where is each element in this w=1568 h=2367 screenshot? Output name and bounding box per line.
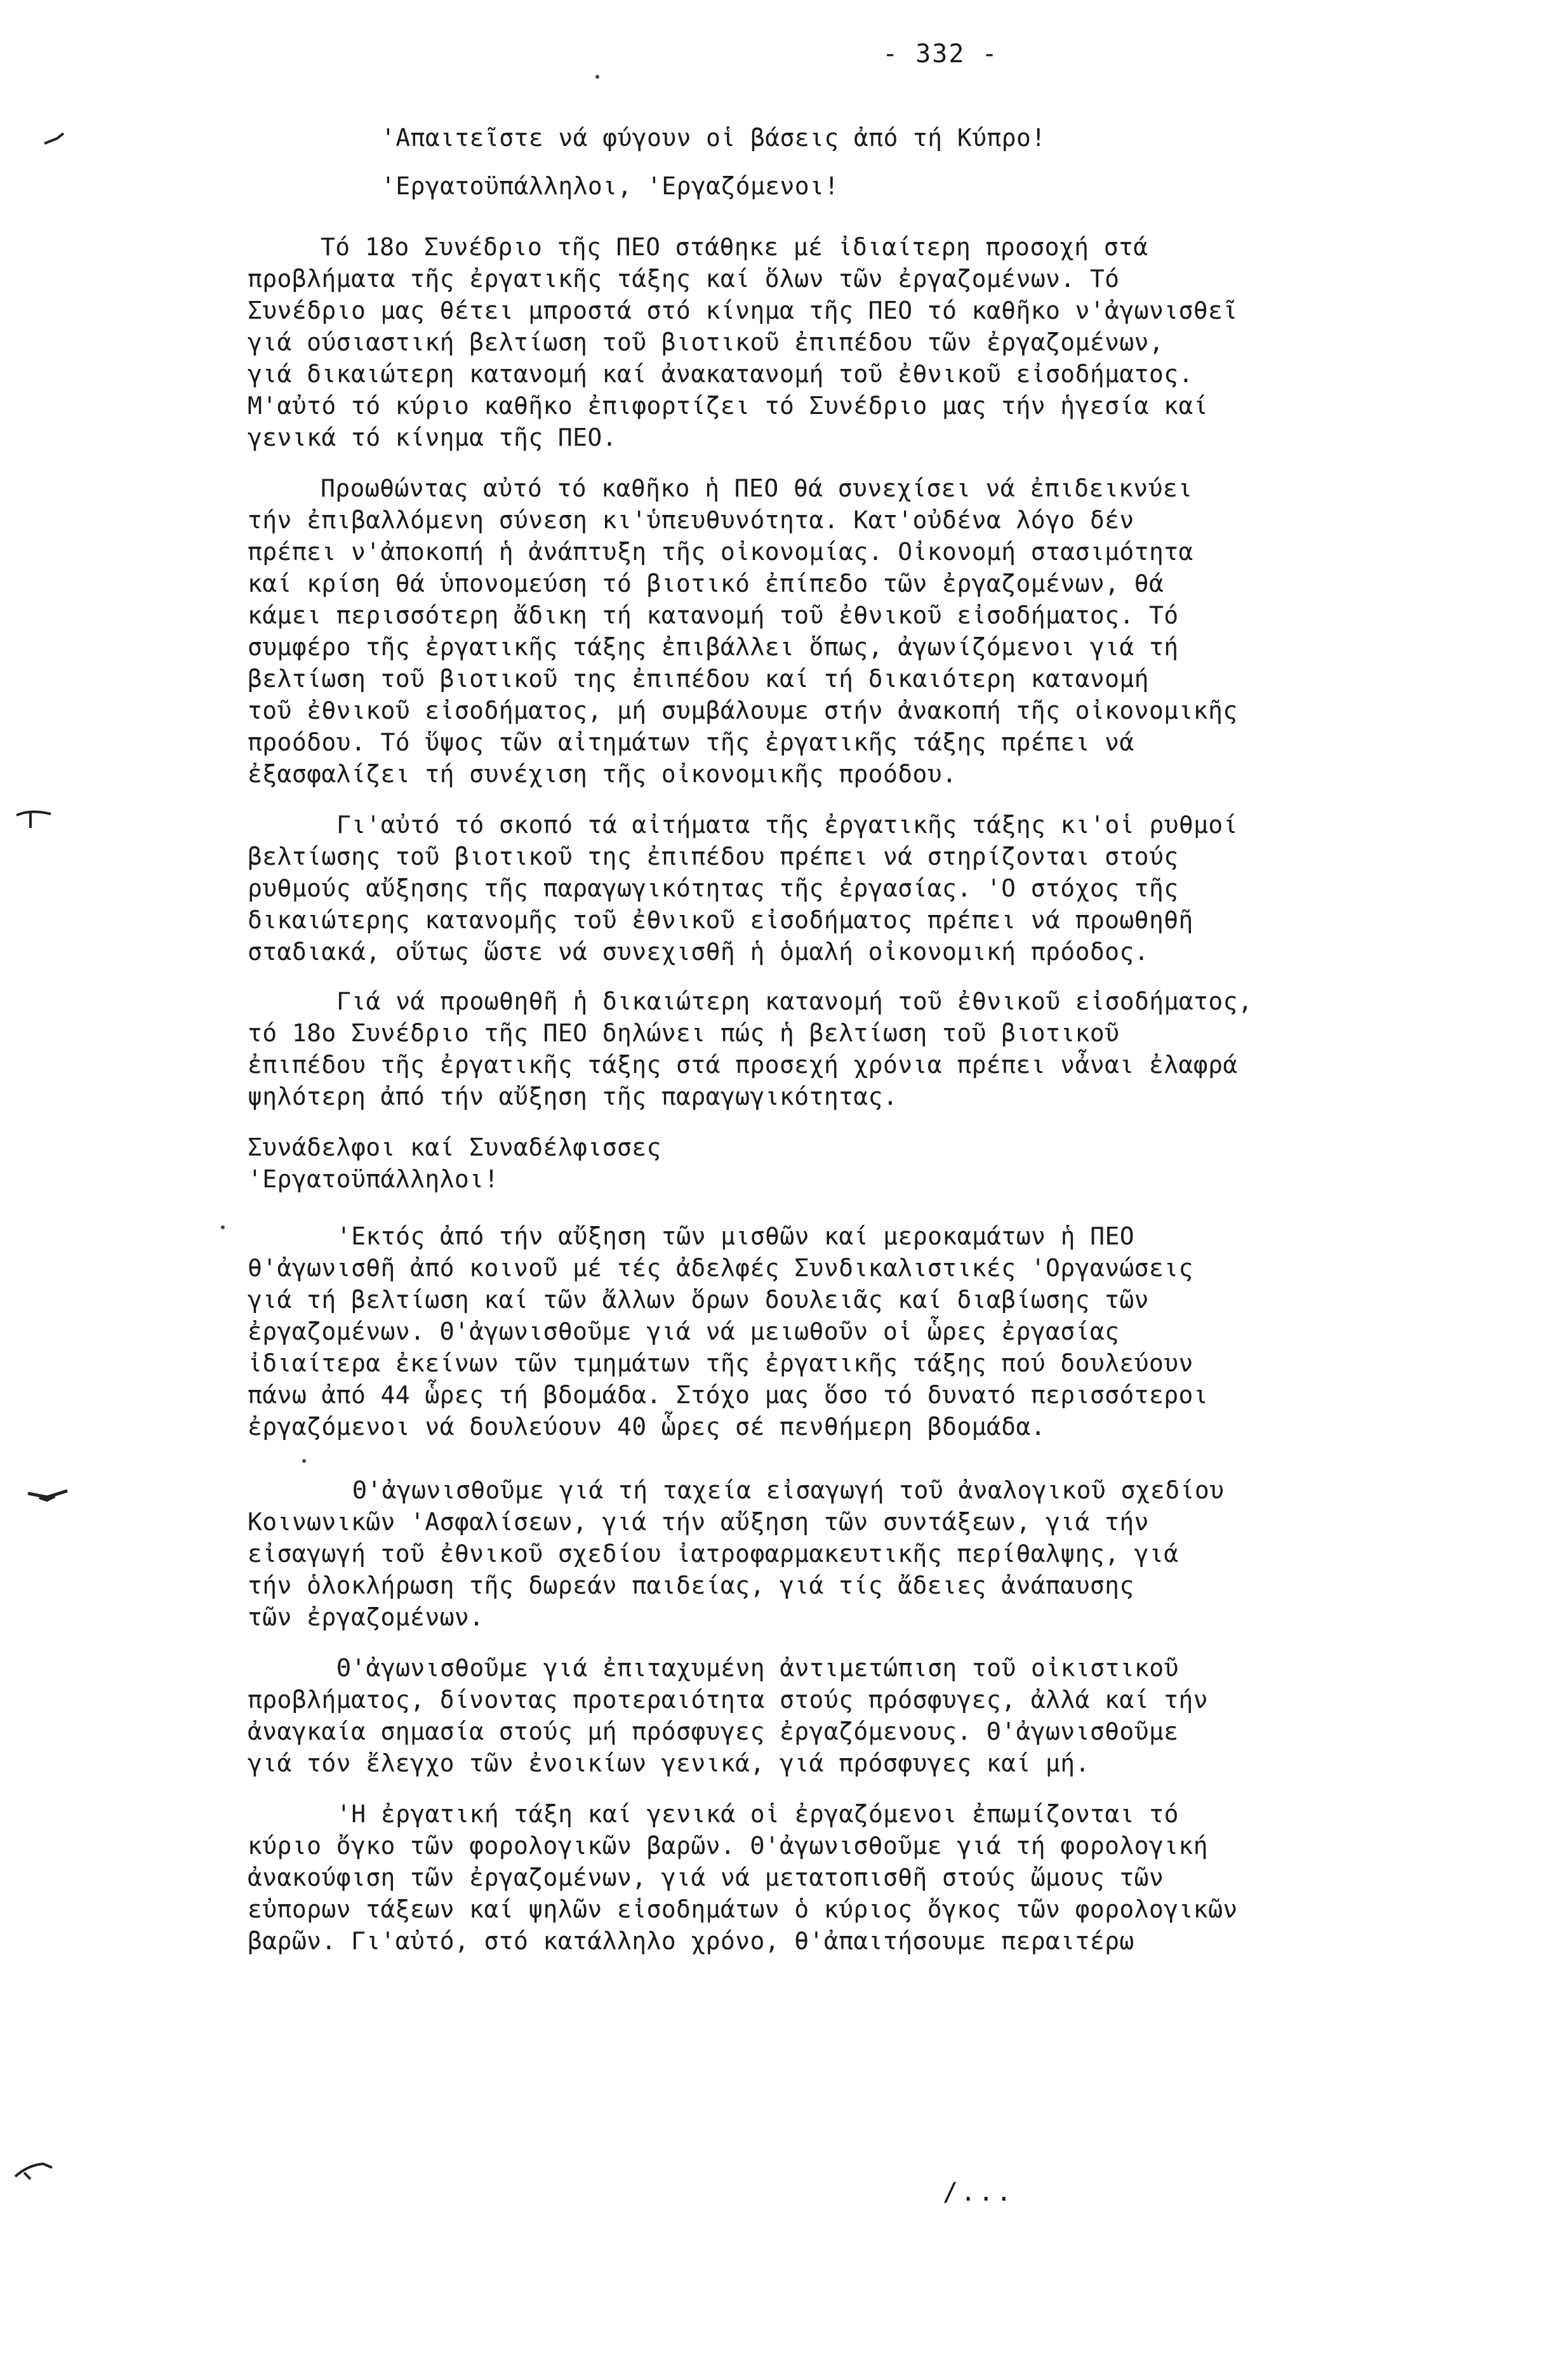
- page-number: - 332 -: [882, 39, 999, 69]
- slogan-line: 'Απαιτεῖστε νά φύγουν οἱ βάσεις ἀπό τή Κύπρο!: [381, 124, 1046, 152]
- paragraph-6-line: θ'ἀγωνισθῆ ἀπό κοινοῦ μέ τές ἀδελφές Συνδικαλιστικές 'Οργανώσεις: [248, 1254, 1193, 1282]
- paragraph-8-line: Θ'ἀγωνισθοῦμε γιά ἐπιταχυμένη ἀντιμετώπιση τοῦ οἰκιστικοῦ: [336, 1654, 1179, 1682]
- margin-tick-mark-icon: [11, 805, 56, 837]
- margin-pen-mark-icon: [38, 119, 83, 151]
- paragraph-3-line: βελτίωσης τοῦ βιοτικοῦ της ἐπιπέδου πρέπει νά στηρίζονται στούς: [248, 843, 1179, 870]
- margin-arrow-mark-icon: [25, 1481, 70, 1512]
- paragraph-6-line: ἰδιαίτερα ἐκείνων τῶν τμημάτων τῆς ἐργατικῆς τάξης πού δουλεύουν: [248, 1349, 1193, 1377]
- paragraph-2-line: συμφέρο τῆς ἐργατικῆς τάξης ἐπιβάλλει ὅπως, ἀγωνίζόμενοι γιά τή: [248, 633, 1179, 661]
- paragraph-7-line: Κοινωνικῶν 'Ασφαλίσεων, γιά τήν αὔξηση τῶν συντάξεων, γιά τήν: [248, 1508, 1149, 1536]
- paragraph-6-line: πάνω ἀπό 44 ὧρες τή βδομάδα. Στόχο μας ὅσο τό δυνατό περισσότεροι: [248, 1381, 1209, 1409]
- paragraph-8-line: γιά τόν ἔλεγχο τῶν ἐνοικίων γενικά, γιά πρόσφυγες καί μή.: [248, 1749, 1090, 1777]
- paragraph-1-line: Μ'αὐτό τό κύριο καθῆκο ἐπιφορτίζει τό Συνέδριο μας τήν ἡγεσία καί: [248, 392, 1209, 420]
- paragraph-7-line: τῶν ἐργαζομένων.: [248, 1603, 484, 1631]
- paragraph-6-line: 'Εκτός ἀπό τήν αὔξηση τῶν μισθῶν καί μεροκαμάτων ἡ ΠΕΟ: [336, 1222, 1135, 1250]
- paragraph-4-line: τό 18ο Συνέδριο τῆς ΠΕΟ δηλώνει πώς ἡ βελτίωση τοῦ βιοτικοῦ: [248, 1019, 1120, 1047]
- paragraph-1-line: προβλήματα τῆς ἐργατικῆς τάξης καί ὅλων τῶν ἐργαζομένων. Τό: [248, 265, 1120, 293]
- paragraph-1-line: γενικά τό κίνημα τῆς ΠΕΟ.: [248, 423, 617, 451]
- paragraph-3-line: Γι'αὐτό τό σκοπό τά αἰτήματα τῆς ἐργατικῆς τάξης κι'οἱ ρυθμοί: [336, 811, 1238, 839]
- paragraph-4-line: ἐπιπέδου τῆς ἐργατικῆς τάξης στά προσεχή χρόνια πρέπει νἆναι ἐλαφρά: [248, 1051, 1238, 1079]
- paragraph-8-line: ἀναγκαία σημασία στούς μή πρόσφυγες ἐργαζόμενους. Θ'ἀγωνισθοῦμε: [248, 1717, 1179, 1745]
- paragraph-2-line: βελτίωση τοῦ βιοτικοῦ της ἐπιπέδου καί τή δικαιότερη κατανομή: [248, 665, 1149, 693]
- paragraph-7-line: Θ'ἀγωνισθοῦμε γιά τή ταχεία εἰσαγωγή τοῦ ἀναλογικοῦ σχεδίου: [352, 1476, 1225, 1504]
- paragraph-2-line: προόδου. Τό ὕψος τῶν αἰτημάτων τῆς ἐργατικῆς τάξης πρέπει νά: [248, 728, 1134, 756]
- continuation-mark: /...: [943, 2178, 1014, 2207]
- paragraph-9-line: βαρῶν. Γι'αὐτό, στό κατάλληλο χρόνο, θ'ἀπαιτήσουμε περαιτέρω: [248, 1927, 1134, 1955]
- paragraph-1-line: γιά δικαιώτερη κατανομή καί ἀνακατανομή τοῦ ἐθνικοῦ εἰσοδήματος.: [248, 360, 1193, 388]
- paragraph-1-line: Συνέδριο μας θέτει μπροστά στό κίνημα τῆς ΠΕΟ τό καθῆκο ν'ἀγωνισθεῖ: [248, 297, 1238, 324]
- paragraph-3-line: ρυθμούς αὔξησης τῆς παραγωγικότητας τῆς ἐργασίας. 'Ο στόχος τῆς: [248, 874, 1179, 902]
- paragraph-1-line: Τό 18ο Συνέδριο τῆς ΠΕΟ στάθηκε μέ ἰδιαίτερη προσοχή στά: [321, 233, 1148, 261]
- paragraph-8-line: προβλήματος, δίνοντας προτεραιότητα στούς πρόσφυγες, ἀλλά καί τήν: [248, 1686, 1209, 1714]
- paragraph-1-line: γιά ούσιαστική βελτίωση τοῦ βιοτικοῦ ἐπιπέδου τῶν ἐργαζομένων,: [248, 328, 1164, 356]
- salutation-line: 'Εργατοϋπάλληλοι!: [248, 1165, 499, 1193]
- paragraph-2-line: ἐξασφαλίζει τή συνέχιση τῆς οἰκονομικῆς προόδου.: [248, 760, 957, 788]
- paragraph-6-line: ἐργαζομένων. Θ'ἀγωνισθοῦμε γιά νά μειωθοῦν οἱ ὧρες ἐργασίας: [248, 1317, 1120, 1345]
- ink-dot: [302, 1459, 306, 1463]
- margin-tick-mark-icon: [11, 2154, 56, 2185]
- slogan-line: 'Εργατοϋπάλληλοι, 'Εργαζόμενοι!: [381, 172, 839, 200]
- paragraph-3-line: δικαιώτερης κατανομῆς τοῦ ἐθνικοῦ εἰσοδήματος πρέπει νά προωθηθῆ: [248, 906, 1193, 934]
- paragraph-7-line: εἰσαγωγή τοῦ ἐθνικοῦ σχεδίου ἰατροφαρμακευτικῆς περίθαλψης, γιά: [248, 1540, 1179, 1568]
- paragraph-4-line: ψηλότερη ἀπό τήν αὔξηση τῆς παραγωγικότητας.: [248, 1083, 898, 1110]
- paragraph-2-line: τοῦ ἐθνικοῦ εἰσοδήματος, μή συμβάλουμε στήν ἀνακοπή τῆς οἰκονομικῆς: [248, 697, 1238, 724]
- paragraph-6-line: ἐργαζόμενοι νά δουλεύουν 40 ὧρες σέ πενθήμερη βδομάδα.: [248, 1413, 1046, 1441]
- paragraph-6-line: γιά τή βελτίωση καί τῶν ἄλλων ὅρων δουλειᾶς καί διαβίωσης τῶν: [248, 1286, 1149, 1314]
- paragraph-4-line: Γιά νά προωθηθῆ ἡ δικαιώτερη κατανομή τοῦ ἐθνικοῦ εἰσοδήματος,: [336, 987, 1253, 1015]
- paragraph-2-line: τήν ἐπιβαλλόμενη σύνεση κι'ὑπευθυνότητα. Κατ'οὐδένα λόγο δέν: [248, 506, 1134, 534]
- paragraph-3-line: σταδιακά, οὕτως ὥστε νά συνεχισθῆ ἡ ὁμαλή οἰκονομική πρόοδος.: [248, 938, 1149, 966]
- paragraph-9-line: ἀνακούφιση τῶν ἐργαζομένων, γιά νά μετατοπισθῆ στούς ὤμους τῶν: [248, 1864, 1164, 1891]
- ink-dot: [595, 75, 599, 79]
- paragraph-9-line: 'Η ἐργατική τάξη καί γενικά οἱ ἐργαζόμενοι ἐπωμίζονται τό: [336, 1800, 1179, 1828]
- paragraph-2-line: πρέπει ν'ἀποκοπή ἡ ἀνάπτυξη τῆς οἰκονομίας. Οἰκονομή στασιμότητα: [248, 538, 1193, 566]
- paragraph-9-line: κύριο ὄγκο τῶν φορολογικῶν βαρῶν. Θ'ἀγωνισθοῦμε γιά τή φορολογική: [248, 1832, 1209, 1860]
- paragraph-9-line: εὐπορων τάξεων καί ψηλῶν εἰσοδημάτων ὁ κύριος ὄγκος τῶν φορολογικῶν: [248, 1895, 1238, 1923]
- ink-dot: [221, 1225, 225, 1229]
- paragraph-2-line: καί κρίση θά ὑπονομεύση τό βιοτικό ἐπίπεδο τῶν ἐργαζομένων, θά: [248, 570, 1164, 597]
- salutation-line: Συνάδελφοι καί Συναδέλφισσες: [248, 1133, 661, 1161]
- paragraph-2-line: Προωθώντας αὐτό τό καθῆκο ἡ ΠΕΟ θά συνεχίσει νά ἐπιδεικνύει: [321, 474, 1193, 502]
- paragraph-2-line: κάμει περισσότερη ἄδικη τή κατανομή τοῦ ἐθνικοῦ εἰσοδήματος. Τό: [248, 601, 1179, 629]
- paragraph-7-line: τήν ὁλοκλήρωση τῆς δωρεάν παιδείας, γιά τίς ἄδειες ἀνάπαυσης: [248, 1571, 1134, 1599]
